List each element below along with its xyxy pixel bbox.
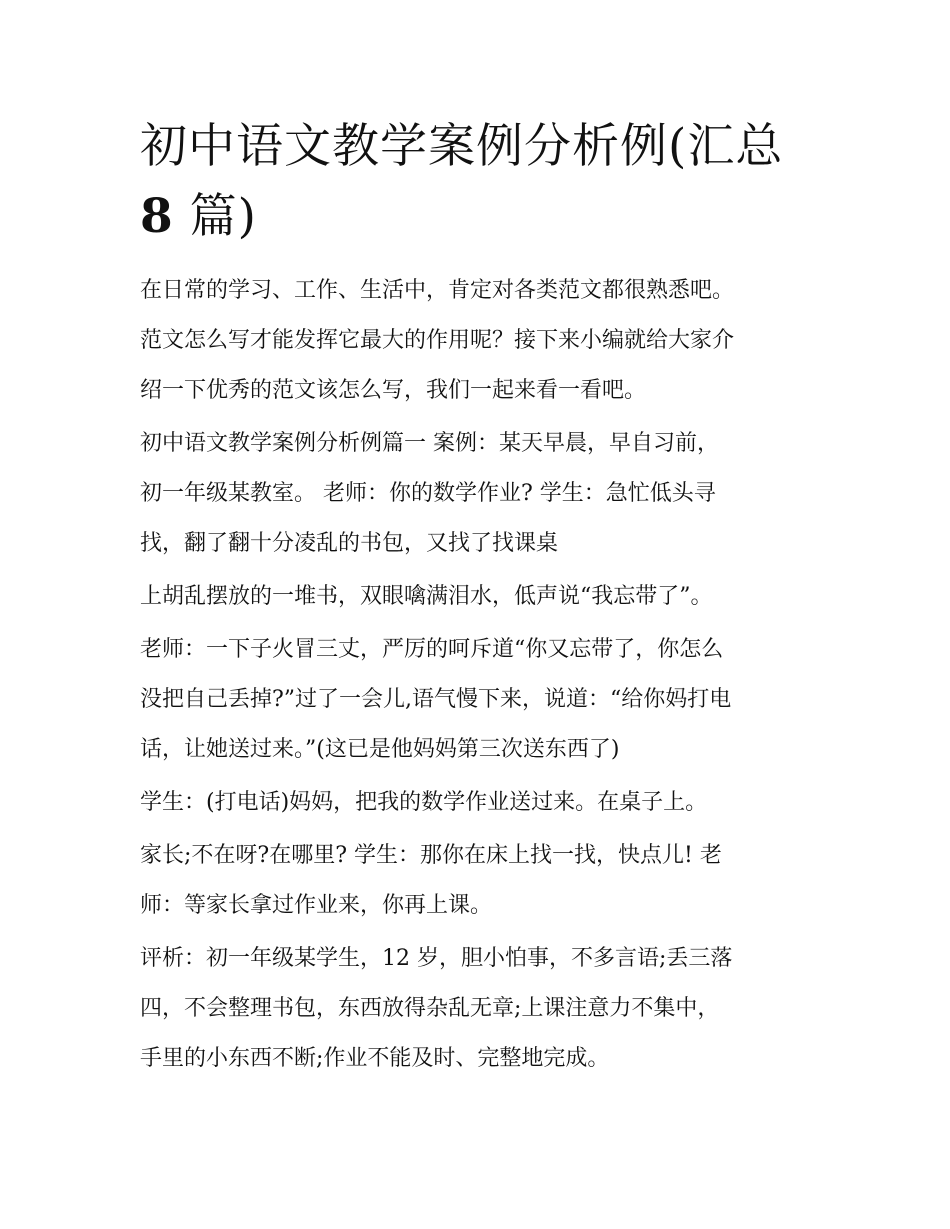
paragraph-analysis — [140, 934, 820, 1084]
text-line: 四，不会整理书包，东西放得杂乱无章;上课注意力不集中， — [140, 996, 720, 1021]
text-line: 上胡乱摆放的一堆书，双眼噙满泪水，低声说“我忘带了”。 — [140, 584, 713, 609]
paragraph-parent — [140, 831, 820, 931]
text-line: 学生：(打电话)妈妈，把我的数学作业送过来。在桌子上。 — [140, 790, 708, 815]
title-count: 8 — [140, 189, 174, 244]
text-line: 手里的小东西不断;作业不能及时、完整地完成。 — [140, 1046, 610, 1071]
paragraph-case-continued — [140, 572, 820, 622]
document-title — [140, 112, 820, 252]
text-line: 绍一下优秀的范文该怎么写，我们一起来看一看吧。 — [140, 378, 647, 403]
paragraph-teacher — [140, 625, 820, 775]
text-line: 师：等家长拿过作业来，你再上课。 — [140, 893, 493, 918]
paragraph-student-call — [140, 778, 820, 828]
text-line: 没把自己丢掉?”过了一会儿,语气慢下来，说道：“给你妈打电 — [140, 687, 732, 712]
text-line: 初一年级某教室。 老师：你的数学作业? 学生：急忙低头寻 — [140, 481, 716, 506]
title-suffix: 篇) — [173, 189, 257, 244]
text-line: 初中语文教学案例分析例篇一 案例：某天早晨，早自习前， — [140, 431, 719, 456]
paragraph-case-start — [140, 419, 820, 569]
text-line: 老师：一下子火冒三丈，严厉的呵斥道“你又忘带了，你怎么 — [140, 637, 724, 662]
title-line-2 — [140, 182, 820, 252]
text-line: 话，让她送过来。”(这已是他妈妈第三次送东西了) — [140, 737, 620, 762]
text-line: 评析：初一年级某学生，12 岁，胆小怕事，不多言语;丢三落 — [140, 946, 733, 971]
document-content — [140, 112, 820, 1087]
title-line-1: 初中语文教学案例分析例(汇总 — [140, 119, 784, 174]
text-line: 范文怎么写才能发挥它最大的作用呢？接下来小编就给大家介 — [140, 328, 735, 353]
text-line: 在日常的学习、工作、生活中，肯定对各类范文都很熟悉吧。 — [140, 278, 735, 303]
text-line: 找，翻了翻十分凌乱的书包，又找了找课桌 — [140, 531, 559, 556]
text-line: 家长;不在呀?在哪里? 学生：那你在床上找一找，快点儿! 老 — [140, 843, 722, 868]
paragraph-intro — [140, 266, 820, 416]
